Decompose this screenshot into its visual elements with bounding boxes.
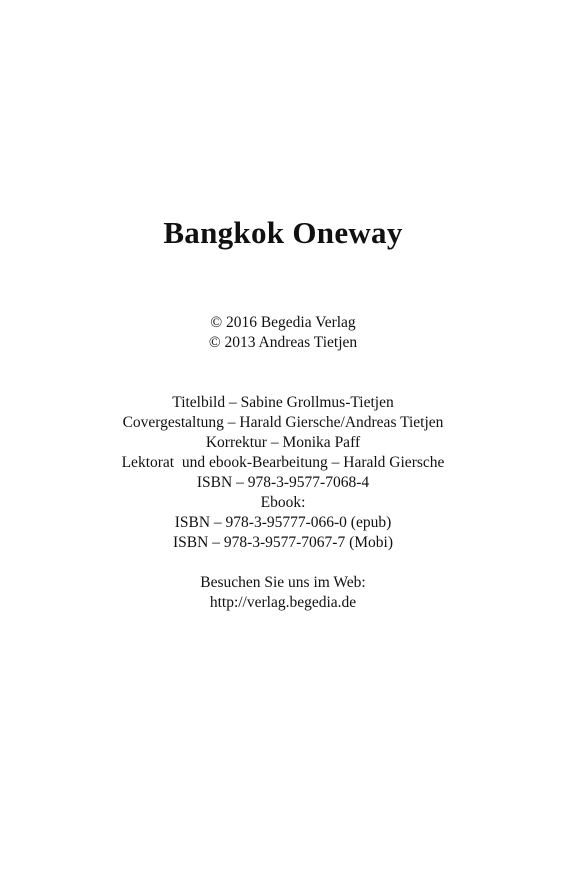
- credit-cover-image: Titelbild – Sabine Grollmus-Tietjen: [172, 394, 394, 411]
- web-url: http://verlag.begedia.de: [209, 594, 357, 611]
- copyright-block: [0, 313, 566, 353]
- credit-proofreading: Korrektur – Monika Paff: [205, 434, 361, 451]
- credits-block: [0, 393, 566, 553]
- copyright-line-author: © 2013 Andreas Tietjen: [208, 334, 358, 351]
- web-block: [0, 573, 566, 613]
- web-label: Besuchen Sie uns im Web:: [200, 574, 366, 591]
- isbn-epub: ISBN – 978-3-95777-066-0 (epub): [174, 514, 392, 531]
- credit-editing: Lektorat und ebook-Bearbeitung – Harald Giersche: [121, 454, 445, 471]
- isbn-print: ISBN – 978-3-9577-7068-4: [196, 474, 370, 491]
- book-title: Bangkok Oneway: [163, 215, 403, 250]
- copyright-line-publisher: © 2016 Begedia Verlag: [210, 314, 356, 331]
- isbn-mobi: ISBN – 978-3-9577-7067-7 (Mobi): [173, 534, 393, 551]
- ebook-heading: Ebook:: [260, 494, 306, 511]
- credit-cover-design: Covergestaltung – Harald Giersche/Andreas Tietjen: [122, 414, 444, 431]
